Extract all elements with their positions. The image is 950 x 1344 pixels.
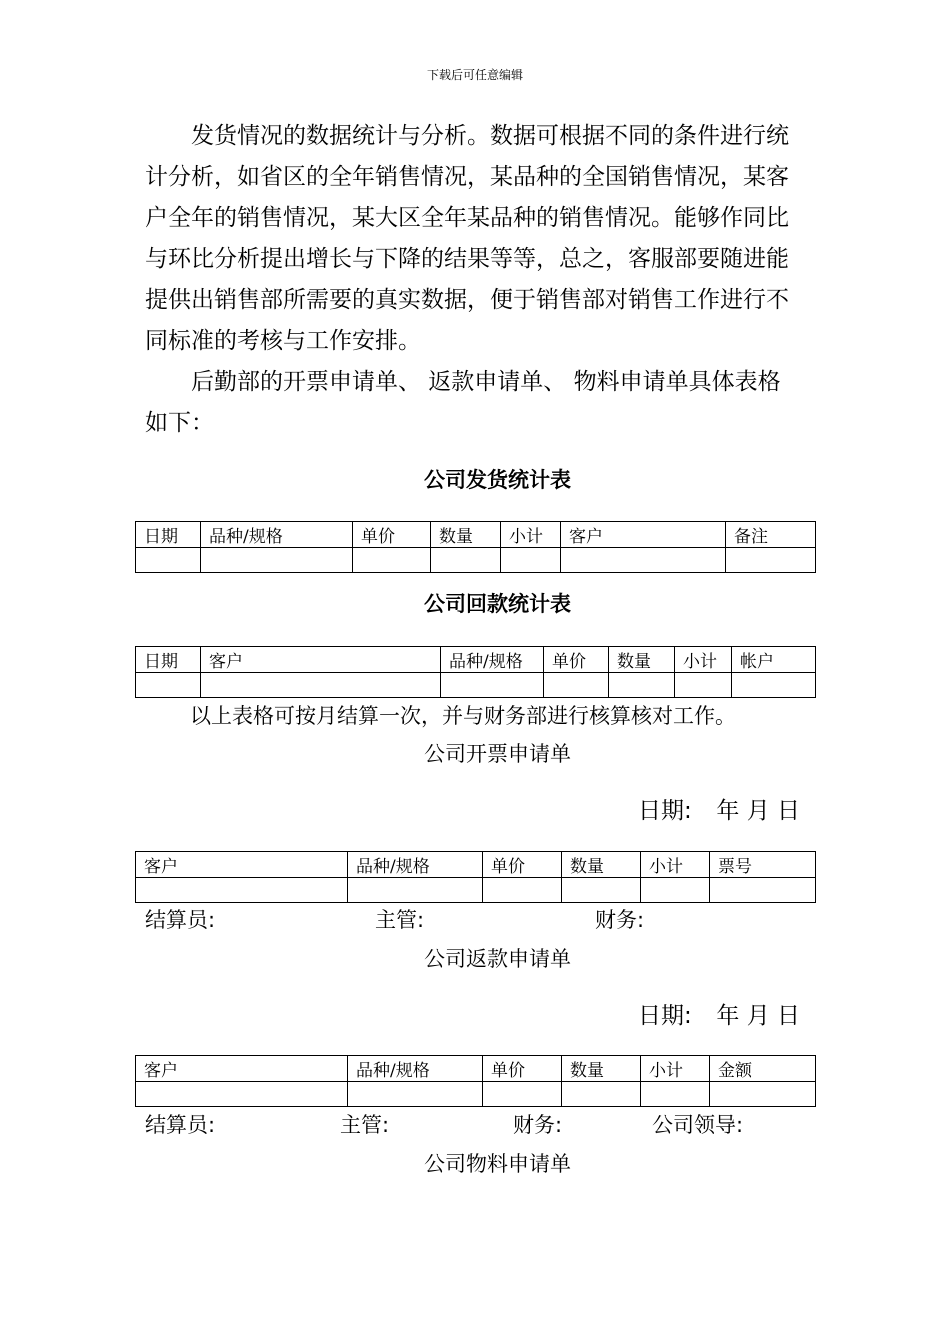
- table-header-cell: 品种/规格: [348, 852, 483, 878]
- table-cell[interactable]: [641, 1082, 710, 1107]
- date-year: 年: [716, 798, 740, 824]
- table-cell[interactable]: [136, 878, 348, 903]
- table-cell[interactable]: [561, 548, 726, 573]
- invoice-request-table: [135, 851, 816, 903]
- table-header-cell: 日期: [136, 522, 201, 548]
- table-header-cell: 数量: [562, 852, 641, 878]
- table-header-row: [136, 647, 816, 673]
- table-header-cell: 品种/规格: [348, 1056, 483, 1082]
- date-year: 年: [716, 1003, 740, 1029]
- table-cell[interactable]: [675, 673, 732, 698]
- form1-title: 公司开票申请单: [424, 742, 571, 766]
- form3-title: 公司物料申请单: [424, 1152, 571, 1176]
- signature-settler: 结算员:: [145, 908, 216, 932]
- form2-date-line: [638, 997, 800, 1030]
- table-header-cell: 单价: [483, 1056, 562, 1082]
- date-label: 日期:: [638, 1003, 692, 1029]
- table-header-cell: 客户: [201, 647, 441, 673]
- signature-company-leader: 公司领导:: [652, 1113, 744, 1137]
- table-header-cell: 小计: [675, 647, 732, 673]
- table-header-cell: 小计: [641, 852, 710, 878]
- table-cell[interactable]: [431, 548, 501, 573]
- signature-supervisor: 主管:: [375, 908, 425, 932]
- signature-supervisor: 主管:: [340, 1113, 390, 1137]
- settlement-note: 以上表格可按月结算一次，并与财务部进行核算核对工作。: [190, 704, 736, 728]
- table-header-cell: 数量: [609, 647, 675, 673]
- table-row: [136, 673, 816, 698]
- form1-date-line: [638, 792, 800, 825]
- table-header-row: [136, 1056, 816, 1082]
- shipment-stats-table: [135, 521, 816, 573]
- table-cell[interactable]: [710, 878, 816, 903]
- table-cell[interactable]: [441, 673, 544, 698]
- table-cell[interactable]: [726, 548, 816, 573]
- table-cell[interactable]: [641, 878, 710, 903]
- table-cell[interactable]: [501, 548, 561, 573]
- table-cell[interactable]: [348, 878, 483, 903]
- table-cell[interactable]: [136, 673, 201, 698]
- table-header-cell: 单价: [353, 522, 431, 548]
- table-cell[interactable]: [544, 673, 609, 698]
- table-header-cell: 数量: [562, 1056, 641, 1082]
- table-header-cell: 日期: [136, 647, 201, 673]
- signature-finance: 财务:: [513, 1113, 563, 1137]
- table-header-cell: 小计: [641, 1056, 710, 1082]
- table-row: [136, 878, 816, 903]
- table-header-cell: 帐户: [732, 647, 816, 673]
- table-header-cell: 品种/规格: [201, 522, 353, 548]
- payment-stats-table: [135, 646, 816, 698]
- table-row: [136, 1082, 816, 1107]
- date-day: 日: [777, 1003, 800, 1029]
- table-header-cell: 票号: [710, 852, 816, 878]
- table-cell[interactable]: [710, 1082, 816, 1107]
- refund-request-table: [135, 1055, 816, 1107]
- table-header-cell: 单价: [483, 852, 562, 878]
- table-header-cell: 客户: [136, 852, 348, 878]
- signature-finance: 财务:: [595, 908, 645, 932]
- table-header-cell: 数量: [431, 522, 501, 548]
- table-header-cell: 客户: [136, 1056, 348, 1082]
- table-cell[interactable]: [201, 548, 353, 573]
- table-header-cell: 小计: [501, 522, 561, 548]
- table-row: [136, 548, 816, 573]
- table-header-row: [136, 852, 816, 878]
- table-cell[interactable]: [562, 878, 641, 903]
- table-cell[interactable]: [732, 673, 816, 698]
- table-cell[interactable]: [348, 1082, 483, 1107]
- table-cell[interactable]: [562, 1082, 641, 1107]
- table-cell[interactable]: [483, 1082, 562, 1107]
- table-header-cell: 客户: [561, 522, 726, 548]
- table-header-cell: 金额: [710, 1056, 816, 1082]
- page-header: 下载后可任意编辑: [426, 68, 523, 82]
- signature-settler: 结算员:: [145, 1113, 216, 1137]
- table-header-cell: 备注: [726, 522, 816, 548]
- table-cell[interactable]: [136, 548, 201, 573]
- form2-title: 公司返款申请单: [424, 947, 571, 971]
- table-header-cell: 单价: [544, 647, 609, 673]
- table-cell[interactable]: [609, 673, 675, 698]
- table-cell[interactable]: [136, 1082, 348, 1107]
- date-day: 日: [777, 798, 800, 824]
- table-cell[interactable]: [353, 548, 431, 573]
- paragraph-sales-analysis: 发货情况的数据统计与分析。数据可根据不同的条件进行统计分析，如省区的全年销售情况，某品种的全国销售情况，某客户全年的销售情况，某大区全年某品种的销售情况。能够作同比与环比分析提出增长与下降的结果等等，总之，客服部要随进能提供出销售部所需要的真实数据，便于销售部对销售工作进行不同标准的考核与工作安排。: [145, 123, 789, 354]
- date-month: 月: [746, 1003, 770, 1029]
- table1-title: 公司发货统计表: [424, 468, 571, 492]
- date-month: 月: [746, 798, 770, 824]
- date-label: 日期:: [638, 798, 692, 824]
- table-cell[interactable]: [201, 673, 441, 698]
- paragraph-forms-intro: 后勤部的开票申请单、 返款申请单、 物料申请单具体表格如下：: [145, 369, 781, 436]
- table-header-cell: 品种/规格: [441, 647, 544, 673]
- table2-title: 公司回款统计表: [424, 592, 571, 616]
- table-header-row: [136, 522, 816, 548]
- table-cell[interactable]: [483, 878, 562, 903]
